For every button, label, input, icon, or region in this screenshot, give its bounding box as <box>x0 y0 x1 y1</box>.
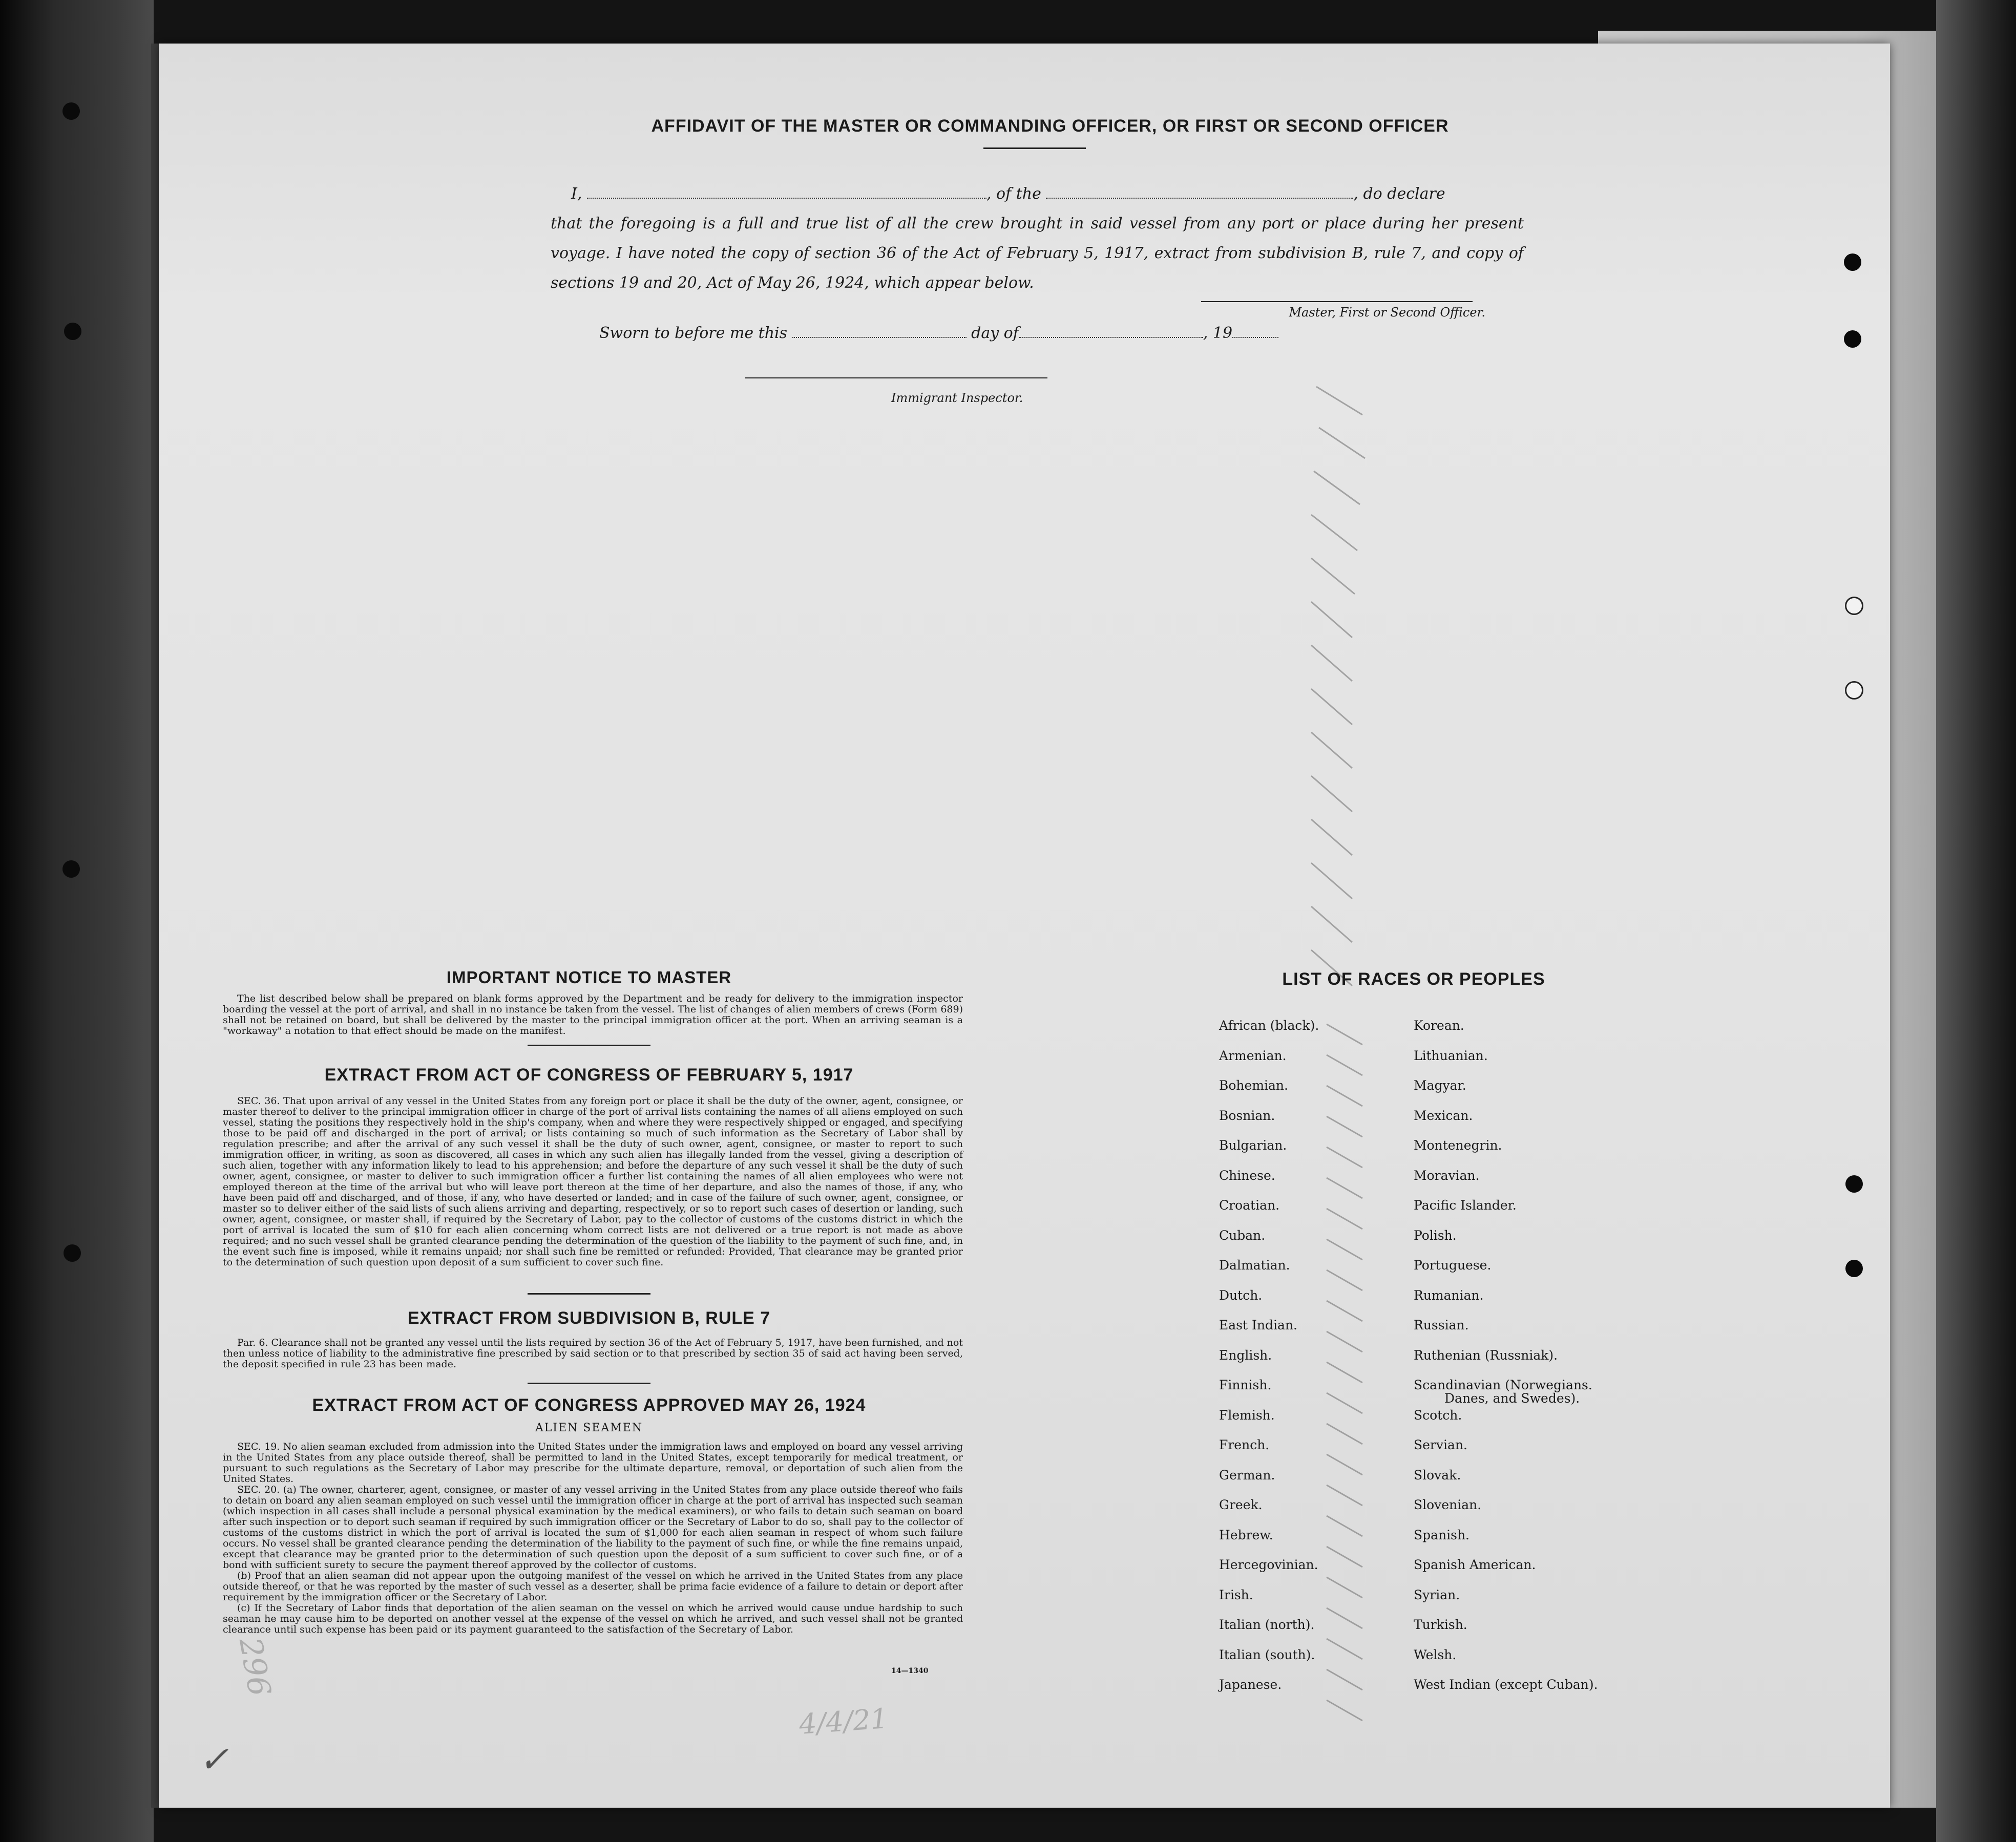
race-item <box>1219 1678 1373 1708</box>
race-label: Turkish. <box>1414 1617 1467 1632</box>
race-item <box>1414 1079 1629 1109</box>
race-item <box>1414 1259 1629 1289</box>
race-label: Syrian. <box>1414 1587 1460 1602</box>
race-label: Ruthenian (Russniak). <box>1414 1347 1558 1363</box>
handwritten-margin-note: 296 <box>232 1635 278 1699</box>
extract-1924-text <box>223 1442 963 1635</box>
section-19 <box>223 1442 963 1485</box>
handwritten-check-mark: ✓ <box>199 1739 229 1781</box>
race-item <box>1219 1259 1373 1289</box>
race-item <box>1414 1558 1629 1589</box>
race-item <box>1414 1169 1629 1199</box>
race-item <box>1219 1589 1373 1619</box>
race-item <box>1219 1139 1373 1169</box>
race-label: Chinese. <box>1219 1168 1275 1183</box>
affidavit-title: AFFIDAVIT OF THE MASTER OR COMMANDING OFFICER, OR FIRST OR SECOND OFFICER <box>651 116 1449 136</box>
race-label-continuation: Danes, and Swedes). <box>1444 1391 1580 1406</box>
race-item <box>1219 1469 1373 1499</box>
race-item <box>1219 1529 1373 1559</box>
race-label: Pacific Islander. <box>1414 1198 1517 1213</box>
notice-rule <box>528 1045 650 1046</box>
race-item <box>1219 1199 1373 1229</box>
sworn-year: , 19 <box>1203 324 1233 342</box>
race-item <box>1414 1109 1629 1139</box>
race-label: Spanish American. <box>1414 1557 1536 1572</box>
race-item <box>1219 1498 1373 1529</box>
extract-1917-text <box>223 1096 963 1268</box>
race-label: Welsh. <box>1414 1647 1457 1662</box>
affidavit-do-declare: , do declare <box>1353 185 1445 203</box>
race-item <box>1219 1049 1373 1079</box>
notice-text-body: The list described below shall be prepared on blank forms approved by the Department and be ready for delivery to the immigration inspector boarding the vessel at the port of arrival, and shall in no instance be taken from the vessel. The list of changes of alien members of crews (Form 689) shall not be retained on board, but shall be delivered by the master to the principal immigration officer at the port. When an arriving seaman is a "workaway" a notation to that effect should be made on the manifest. <box>223 993 963 1036</box>
inspector-caption: Immigrant Inspector. <box>891 391 1023 405</box>
section-19-body: SEC. 19. No alien seaman excluded from admission into the United States under the immigration laws and employed on board any vessel arriving in the United States from any place outside thereof, shall be permitted to land in the United States, except temporarily for medical treatment, or pursuant to such regulations as the Secretary of Labor may prescribe for the ultimate departure, removal, or deportation of such alien from the United States. <box>223 1441 963 1485</box>
races-right-column <box>1414 1019 1629 1708</box>
race-item <box>1219 1109 1373 1139</box>
race-label: Russian. <box>1414 1318 1469 1332</box>
race-item <box>1414 1319 1629 1349</box>
race-item <box>1219 1438 1373 1469</box>
extract-rule7-rule <box>528 1383 650 1384</box>
race-label: Dalmatian. <box>1219 1258 1290 1273</box>
race-label: Japanese. <box>1219 1677 1282 1692</box>
race-label: Rumanian. <box>1414 1287 1484 1303</box>
extract-rule7-body: Par. 6. Clearance shall not be granted any vessel until the lists required by section 36 of the Act of February 5, 1917, have been furnished, and not then unless notice of liability to the administrative fine prescribed by said section or to that prescribed by section 35 of said act having been served, the deposit specified in rule 23 has been made. <box>223 1337 963 1370</box>
extract-rule7-title: EXTRACT FROM SUBDIVISION B, RULE 7 <box>407 1308 771 1328</box>
extract-1917-body: SEC. 36. That upon arrival of any vessel in the United States from any foreign port or place it shall be the duty of the owner, agent, consignee, or master thereof to deliver to the principal immigration officer in charge of the port of arrival lists containing the names of all aliens employed on such vessel, stating the positions they respectively hold in the ship's company, when and where they were respectively shipped or engaged, and specifying those to be paid off and discharged in the port of arrival; or lists containing so much of such information as the Secretary of Labor shall by regulation prescribe; and after the arrival of any such vessel it shall be the duty of such owner, agent, consignee, or master to report to such immigration officer, in writing, as soon as discovered, all cases in which any such alien has illegally landed from the vessel, giving a description of such alien, together with any information likely to lead to his apprehension; and before the departure of any such vessel it shall be the duty of such owner, agent, consignee, or master to deliver to such immigration officer a further list containing the names of all alien employees who were not employed thereon at the time of the arrival but who will leave port thereon at the time of her departure, and also the names of those, if any, who have been paid off and discharged, and of those, if any, who have deserted or landed; and in case of the failure of such owner, agent, consignee, or master so to deliver either of the said lists of such aliens arriving and departing, respectively, or so to report such cases of desertion or landing, such owner, agent, consignee, or master shall, if required by the Secretary of Labor, pay to the collector of customs of the customs district in which the port of arrival is located the sum of $10 for each alien concerning whom correct lists are not delivered or a true report is not made as above required; and no such vessel shall be granted clearance pending the determination of the question of the liability to the payment of such fine, and, in the event such fine is imposed, while it remains unpaid; nor shall such fine be remitted or refunded: Provided, That clearance may be granted prior to the determination of such question upon deposit of a sum sufficient to cover such fine. <box>223 1095 963 1268</box>
race-label: Flemish. <box>1219 1407 1275 1423</box>
race-label: Italian (north). <box>1219 1617 1315 1632</box>
section-20a-body: SEC. 20. (a) The owner, charterer, agent, consignee, or master of any vessel arriving in the United States from any place outside thereof who fails to detain on board any alien seaman employed on such vessel until the immigration officer in charge at the port of arrival has inspected such seaman (which inspection in all cases shall include a personal physical examination by the medical examiners), or who fails to detain such seaman on board after such inspection or to deport such seaman if required by such immigration officer or the Secretary of Labor to do so, shall pay to the collector of customs of the customs district in which the port of arrival is located the sum of $1,000 for each alien seaman in respect of whom such failure occurs. No vessel shall be granted clearance pending the determination of the liability to the payment of such fine, or while the fine remains unpaid, except that clearance may be granted prior to the determination of such question upon the deposit of a sum sufficient to cover such fine, or of a bond with sufficient surety to secure the payment thereof approved by the collector of customs. <box>223 1484 963 1571</box>
race-item <box>1414 1379 1629 1409</box>
race-label: Mexican. <box>1414 1108 1473 1123</box>
race-label: Greek. <box>1219 1497 1263 1512</box>
race-label: English. <box>1219 1347 1272 1363</box>
extract-rule7-text <box>223 1338 963 1370</box>
race-item <box>1219 1558 1373 1589</box>
race-label: Irish. <box>1219 1587 1253 1602</box>
race-item <box>1414 1229 1629 1259</box>
race-item <box>1414 1289 1629 1319</box>
race-item <box>1219 1169 1373 1199</box>
section-20c-body: (c) If the Secretary of Labor finds that deportation of the alien seaman on the vessel on which he arrived would cause undue hardship to such seaman he may cause him to be deported on another vessel at the expense of the vessel on which he arrived, and such vessel shall not be granted clearance until such expense has been paid or its payment guaranteed to the satisfaction of the Secretary of Labor. <box>223 1602 963 1635</box>
race-label: Moravian. <box>1414 1168 1480 1183</box>
extract-1917-title: EXTRACT FROM ACT OF CONGRESS OF FEBRUARY 5, 1917 <box>324 1065 854 1085</box>
extract-1924-title: EXTRACT FROM ACT OF CONGRESS APPROVED MAY 26, 1924 <box>312 1395 866 1415</box>
race-label: Scotch. <box>1414 1407 1462 1423</box>
race-label: Portuguese. <box>1414 1258 1492 1273</box>
race-item <box>1219 1409 1373 1439</box>
race-item <box>1414 1678 1629 1708</box>
race-label: Spanish. <box>1414 1527 1470 1542</box>
races-title: LIST OF RACES OR PEOPLES <box>1282 969 1545 989</box>
race-item <box>1414 1438 1629 1469</box>
notice-title: IMPORTANT NOTICE TO MASTER <box>446 968 732 987</box>
race-label: Dutch. <box>1219 1287 1263 1303</box>
race-item <box>1219 1229 1373 1259</box>
race-label: Montenegrin. <box>1414 1138 1502 1153</box>
race-item <box>1219 1618 1373 1648</box>
race-item <box>1219 1289 1373 1319</box>
race-item <box>1414 1199 1629 1229</box>
section-20a <box>223 1485 963 1571</box>
race-label: Slovak. <box>1414 1467 1461 1483</box>
alien-seamen-subtitle: ALIEN SEAMEN <box>535 1422 643 1434</box>
race-label: Croatian. <box>1219 1198 1280 1213</box>
race-item <box>1414 1469 1629 1499</box>
section-20c <box>223 1603 963 1635</box>
form-number: 14—1340 <box>891 1667 929 1675</box>
race-label: Armenian. <box>1219 1048 1287 1063</box>
race-item <box>1414 1409 1629 1439</box>
race-item <box>1414 1139 1629 1169</box>
race-item <box>1219 1648 1373 1679</box>
notice-text <box>223 993 963 1036</box>
race-label: Scandinavian (Norwegians. <box>1414 1378 1592 1392</box>
race-label: Bulgarian. <box>1219 1138 1287 1153</box>
race-item <box>1414 1019 1629 1049</box>
race-label: Finnish. <box>1219 1378 1272 1392</box>
sworn-prefix: Sworn to before me this <box>599 324 788 342</box>
race-item <box>1219 1019 1373 1049</box>
extract-1917-rule <box>528 1293 650 1295</box>
affidavit-body: that the foregoing is a full and true list of all the crew brought in said vessel from any port or place during her present voyage. I have noted the copy of section 36 of the Act of February 5, 1917, extract from subdivision B, rule 7, and copy of sections 19 and 20, Act of May 26, 1924, which appear below. <box>551 215 1524 292</box>
race-label: African (black). <box>1219 1018 1319 1033</box>
race-label: Bosnian. <box>1219 1108 1275 1123</box>
race-label: Magyar. <box>1414 1078 1466 1093</box>
affidavit-i: I, <box>571 185 582 203</box>
race-label: Slovenian. <box>1414 1497 1482 1512</box>
race-item <box>1219 1079 1373 1109</box>
race-item <box>1414 1589 1629 1619</box>
race-label: Bohemian. <box>1219 1078 1288 1093</box>
race-item <box>1219 1379 1373 1409</box>
race-label: Korean. <box>1414 1018 1464 1033</box>
race-label: Hebrew. <box>1219 1527 1273 1542</box>
race-label: Lithuanian. <box>1414 1048 1488 1063</box>
race-item <box>1414 1498 1629 1529</box>
races-left-column <box>1219 1019 1373 1708</box>
race-label: French. <box>1219 1437 1270 1452</box>
signature-caption: Master, First or Second Officer. <box>1289 305 1485 320</box>
race-label: German. <box>1219 1467 1275 1483</box>
race-label: Italian (south). <box>1219 1647 1315 1662</box>
race-label: Hercegovinian. <box>1219 1557 1318 1572</box>
race-label: Servian. <box>1414 1437 1467 1452</box>
race-item <box>1414 1648 1629 1679</box>
race-item <box>1414 1049 1629 1079</box>
section-20b <box>223 1571 963 1603</box>
race-item <box>1219 1349 1373 1379</box>
race-item <box>1414 1349 1629 1379</box>
race-label: West Indian (except Cuban). <box>1414 1677 1598 1692</box>
race-label: Cuban. <box>1219 1227 1266 1243</box>
race-item <box>1219 1319 1373 1349</box>
affidavit-of-the: , of the <box>986 185 1041 203</box>
sworn-day-of: day of <box>971 324 1019 342</box>
race-label: Polish. <box>1414 1227 1457 1243</box>
handwritten-note: 4/4/21 <box>798 1702 889 1741</box>
race-label: East Indian. <box>1219 1318 1297 1332</box>
race-item <box>1414 1529 1629 1559</box>
race-item <box>1414 1618 1629 1648</box>
section-20b-body: (b) Proof that an alien seaman did not appear upon the outgoing manifest of the vessel on which he arrived in the United States from any place outside thereof, or that he was reported by the master of such vessel as a deserter, shall be prima facie evidence of a failure to detain or deport after requirement by the immigration officer or the Secretary of Labor. <box>223 1570 963 1603</box>
